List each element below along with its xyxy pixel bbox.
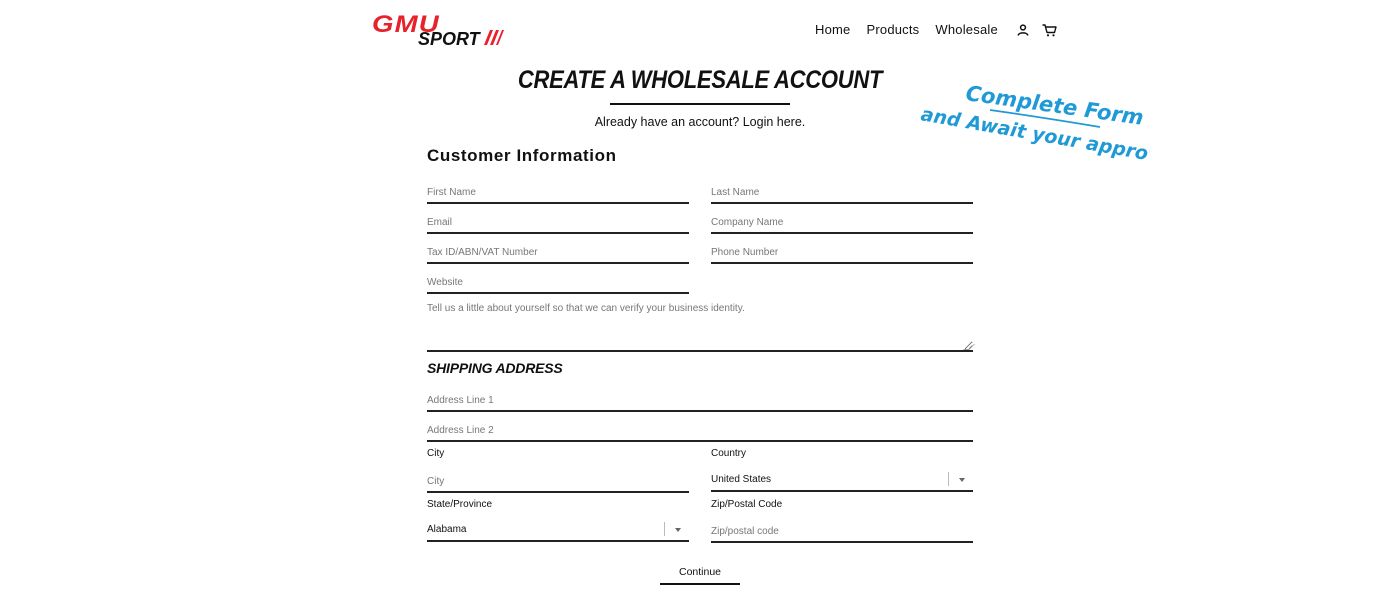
country-select[interactable] [711,468,973,492]
nav-products[interactable]: Products [866,22,920,37]
address-line1-input[interactable] [427,390,973,412]
state-selected-value: Alabama [427,523,467,535]
first-name-input[interactable] [427,182,689,204]
approval-note [910,70,1150,170]
customer-info-heading: Customer Information [427,146,617,165]
approval-note-line2: and Await your approval [919,103,1150,170]
login-prompt [0,115,1400,129]
cart-icon[interactable] [1041,20,1059,40]
email-input[interactable] [427,212,689,234]
city-input[interactable] [427,471,689,493]
phone-number-input[interactable] [711,242,973,264]
last-name-input[interactable] [711,182,973,204]
state-label: State/Province [427,499,493,510]
tax-id-input[interactable] [427,242,689,264]
address-line2-input[interactable] [427,420,973,442]
chevron-down-icon [675,528,681,532]
nav-wholesale[interactable]: Wholesale [935,22,998,37]
select-divider [948,472,949,486]
zip-input[interactable] [711,521,973,543]
brand-logo[interactable] [372,12,504,48]
nav-home[interactable]: Home [815,22,851,37]
chevron-down-icon [959,478,965,482]
country-label: Country [711,448,747,459]
approval-note-line1: Complete Form [964,81,1146,130]
country-selected-value: United States [711,473,772,485]
main-nav [815,20,1068,40]
website-input[interactable] [427,272,689,294]
title-divider [610,103,790,105]
login-link[interactable]: Already have an account? Login here. [594,115,806,129]
city-label: City [427,448,445,459]
about-textarea[interactable] [427,300,973,352]
select-divider [664,522,665,536]
zip-label: Zip/Postal Code [711,499,783,510]
state-select[interactable] [427,518,689,542]
person-icon[interactable] [1014,20,1032,40]
company-name-input[interactable] [711,212,973,234]
continue-button[interactable]: Continue [660,560,740,585]
svg-text:GMU: GMU [372,12,440,38]
page-title: CREATE A WHOLESALE ACCOUNT [517,66,883,94]
shipping-address-heading: SHIPPING ADDRESS [427,360,563,376]
svg-text:SPORT: SPORT [418,29,480,48]
